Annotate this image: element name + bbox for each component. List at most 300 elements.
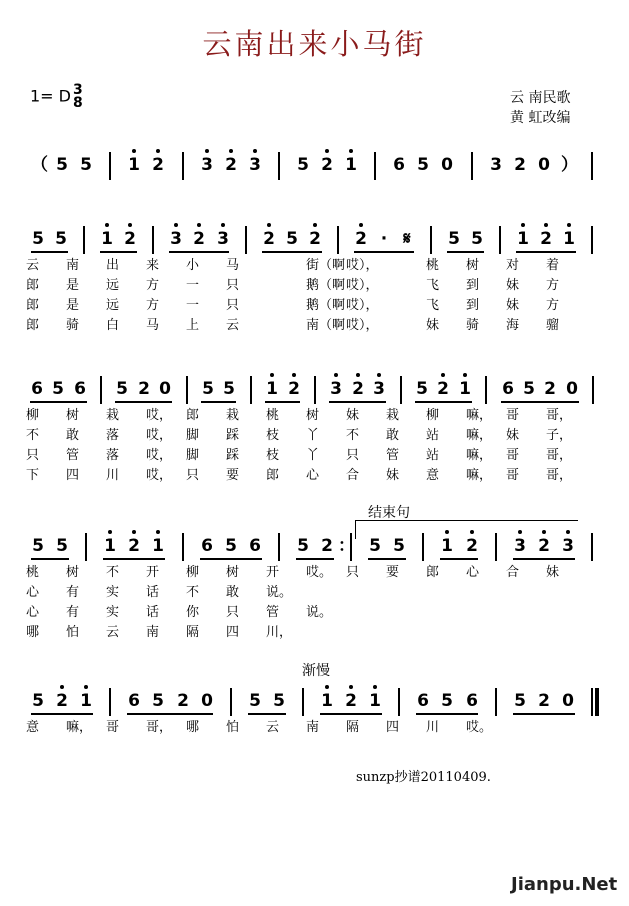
note: 1 <box>368 688 382 714</box>
lyric-syllable: 合 <box>346 468 360 483</box>
lyric-syllable: 上 <box>186 318 200 333</box>
notes-row <box>26 226 604 256</box>
note: 5 <box>273 691 285 711</box>
bar-line <box>495 688 497 716</box>
lyric-syllable: 只 <box>226 605 240 620</box>
beam-underline <box>329 401 386 403</box>
note: 2 <box>138 379 150 399</box>
lyric-syllable: 树 <box>66 408 80 423</box>
lyric-syllable: 骝 <box>546 318 560 333</box>
bar-line <box>109 152 111 180</box>
beam-underline <box>354 251 414 253</box>
beam-underline <box>516 251 576 253</box>
beam-underline <box>513 558 575 560</box>
note: 2 <box>538 691 550 711</box>
notes-row <box>26 688 604 718</box>
octave-dot <box>349 685 353 689</box>
lyric-syllable: 桃 <box>266 408 280 423</box>
lyric-syllable: 妹 <box>506 278 520 293</box>
lyric-syllable: 着 <box>546 258 560 273</box>
note: 1 <box>79 688 93 714</box>
octave-dot <box>356 373 360 377</box>
lyric-syllable: 脚 <box>186 448 200 463</box>
lyric-syllable: 嘛， <box>466 448 493 463</box>
note: 5 <box>223 379 235 399</box>
note: 1 <box>516 226 530 252</box>
note: 6 <box>31 379 43 399</box>
bar-line <box>302 688 304 716</box>
lyric-syllable: 远 <box>106 278 120 293</box>
lyric-syllable: 南 <box>66 258 80 273</box>
lyric-syllable: 郎 <box>266 468 280 483</box>
lyric-syllable: 管 <box>386 448 400 463</box>
lyric-syllable: 树 <box>306 408 320 423</box>
octave-dot <box>441 373 445 377</box>
note: 2 <box>465 533 479 559</box>
bar-line <box>495 533 497 561</box>
lyric-syllable: 妹 <box>346 408 360 423</box>
score-line <box>26 376 604 486</box>
tempo-marking: 渐慢 <box>302 663 330 679</box>
lyric-syllable: 骑 <box>66 318 80 333</box>
lyric-syllable: 云 <box>26 258 40 273</box>
lyric-verse <box>26 583 604 603</box>
note: 5 <box>116 379 128 399</box>
lyric-syllable: 踩 <box>226 448 240 463</box>
lyric-syllable: 川 <box>426 720 440 735</box>
note: 5 <box>297 155 309 175</box>
note: 2 <box>262 226 276 252</box>
lyric-syllable: 怕 <box>226 720 240 735</box>
time-denominator: 8 <box>73 95 83 111</box>
note: 2 <box>539 226 553 252</box>
lyric-syllable: 妹 <box>426 318 440 333</box>
note: 3 <box>490 155 502 175</box>
lyric-syllable: 郎 <box>426 565 440 580</box>
lyric-syllable: 马 <box>226 258 240 273</box>
octave-dot <box>470 530 474 534</box>
lyric-syllable: 枝 <box>266 448 280 463</box>
bar-line <box>230 688 232 716</box>
note: 6 <box>128 691 140 711</box>
source-arranger: 黄 虹改编 <box>510 110 571 126</box>
lyric-syllable: 云 <box>106 625 120 640</box>
bar-line <box>186 376 188 404</box>
note: 6 <box>466 691 478 711</box>
bar-line <box>591 226 593 254</box>
beam-underline <box>31 558 69 560</box>
lyric-syllable: 白 <box>106 318 120 333</box>
beam-underline <box>115 401 172 403</box>
note: 1 <box>320 688 334 714</box>
lyric-syllable: 开 <box>266 565 280 580</box>
note: 5 <box>152 691 164 711</box>
note: 2 <box>308 226 322 252</box>
lyric-syllable: 四 <box>66 468 80 483</box>
lyric-syllable: 敢 <box>386 428 400 443</box>
beam-underline <box>262 251 322 253</box>
note: 1 <box>440 533 454 559</box>
beam-underline <box>296 558 334 560</box>
lyric-syllable: 到 <box>466 278 480 293</box>
lyric-syllable: 要 <box>226 468 240 483</box>
time-signature <box>73 84 83 110</box>
note: 5 <box>448 229 460 249</box>
lyric-syllable: 鹅（啊 <box>306 278 346 293</box>
octave-dot <box>105 223 109 227</box>
octave-dot <box>84 685 88 689</box>
lyric-syllable: 海 <box>506 318 520 333</box>
lyric-syllable: 有 <box>66 605 80 620</box>
lyric-syllable: 柳 <box>26 408 40 423</box>
lyric-syllable: 是 <box>66 278 80 293</box>
bar-line <box>278 533 280 561</box>
lyric-syllable: 妹 <box>506 428 520 443</box>
lyric-syllable: 枝 <box>266 428 280 443</box>
transcriber-credit: sunzp抄谱20110409. <box>356 770 491 785</box>
octave-dot <box>174 223 178 227</box>
lyric-syllable: 话 <box>146 585 160 600</box>
lyric-syllable: 哎）， <box>346 278 379 293</box>
note: 𝄋 <box>403 229 411 249</box>
note: 2 <box>192 226 206 252</box>
lyric-syllable: 站 <box>426 428 440 443</box>
bar-line <box>250 376 252 404</box>
bar-line <box>182 533 184 561</box>
lyric-syllable: 来 <box>146 258 160 273</box>
octave-dot <box>373 685 377 689</box>
lyric-syllable: 四 <box>386 720 400 735</box>
bar-line <box>499 226 501 254</box>
beam-underline <box>440 558 478 560</box>
note: 5 <box>514 691 526 711</box>
note: 3 <box>329 376 343 402</box>
note: 2 <box>127 533 141 559</box>
note: · <box>380 229 388 249</box>
bar-line <box>595 688 599 716</box>
lyric-syllable: 妹 <box>546 565 560 580</box>
lyric-syllable: 哎， <box>146 468 173 483</box>
lyric-syllable: 方 <box>146 278 160 293</box>
note: （ <box>31 155 48 175</box>
lyric-verse <box>26 276 604 296</box>
lyric-syllable: 嘛， <box>466 408 493 423</box>
note: 2 <box>351 376 365 402</box>
notes-row <box>26 533 604 563</box>
note: ） <box>561 155 578 175</box>
lyric-syllable: 郎 <box>26 298 40 313</box>
note: 5 <box>32 229 44 249</box>
beam-underline <box>368 558 406 560</box>
note: 1 <box>458 376 472 402</box>
note: 5 <box>56 155 68 175</box>
bar-line <box>374 152 376 180</box>
octave-dot <box>128 223 132 227</box>
octave-dot <box>445 530 449 534</box>
lyric-syllable: 哎， <box>146 408 173 423</box>
octave-dot <box>334 373 338 377</box>
note: 5 <box>393 536 405 556</box>
bar-line <box>182 152 184 180</box>
bar-line <box>337 226 339 254</box>
lyric-syllable: 四 <box>226 625 240 640</box>
octave-dot <box>292 373 296 377</box>
beam-underline <box>447 251 484 253</box>
lyric-syllable: 云 <box>266 720 280 735</box>
octave-dot <box>205 149 209 153</box>
note: 2 <box>537 533 551 559</box>
lyric-syllable: 树 <box>66 565 80 580</box>
note: 3 <box>561 533 575 559</box>
lyric-syllable: 敢 <box>226 585 240 600</box>
bar-line <box>591 688 593 716</box>
note: 6 <box>393 155 405 175</box>
lyric-syllable: 只 <box>186 468 200 483</box>
lyric-syllable: 哥， <box>546 448 573 463</box>
note: 0 <box>201 691 213 711</box>
bar-line <box>422 533 424 561</box>
lyric-syllable: 栽 <box>106 408 120 423</box>
notes-row <box>26 152 604 182</box>
beam-underline <box>501 401 579 403</box>
lyric-verse <box>26 446 604 466</box>
lyric-syllable: 不 <box>106 565 120 580</box>
note: 5 <box>417 155 429 175</box>
lyric-syllable: 意 <box>26 720 40 735</box>
beam-underline <box>30 401 87 403</box>
note: 6 <box>201 536 213 556</box>
octave-dot <box>270 373 274 377</box>
note: 3 <box>216 226 230 252</box>
lyric-syllable: 丫 <box>306 448 320 463</box>
time-numerator: 3 <box>73 82 83 98</box>
note: 1 <box>562 226 576 252</box>
lyric-syllable: 落 <box>106 448 120 463</box>
beam-underline <box>103 558 165 560</box>
beam-underline <box>169 251 229 253</box>
lyric-verse <box>26 466 604 486</box>
bar-line <box>109 688 111 716</box>
lyric-syllable: 有 <box>66 585 80 600</box>
note: 6 <box>417 691 429 711</box>
bar-line <box>591 533 593 561</box>
octave-dot <box>156 149 160 153</box>
octave-dot <box>108 530 112 534</box>
lyric-syllable: 丫 <box>306 428 320 443</box>
lyric-syllable: 一 <box>186 298 200 313</box>
lyric-syllable: 隔 <box>186 625 200 640</box>
lyric-syllable: 子， <box>546 428 573 443</box>
notes-row <box>26 376 604 406</box>
lyric-verse <box>26 296 604 316</box>
note: 5 <box>416 379 428 399</box>
octave-dot <box>325 685 329 689</box>
lyric-syllable: 你 <box>186 605 200 620</box>
note: 1 <box>103 533 117 559</box>
beam-underline <box>415 401 472 403</box>
lyric-syllable: 栽 <box>226 408 240 423</box>
lyric-verse <box>26 316 604 336</box>
lyric-syllable: 心 <box>26 605 40 620</box>
bar-line <box>245 226 247 254</box>
octave-dot <box>253 149 257 153</box>
lyric-syllable: 桃 <box>426 258 440 273</box>
note: 5 <box>202 379 214 399</box>
lyric-syllable: 远 <box>106 298 120 313</box>
note: 0 <box>159 379 171 399</box>
bar-line <box>314 376 316 404</box>
beam-underline <box>416 713 478 715</box>
lyric-syllable: 南（啊 <box>306 318 346 333</box>
lyric-syllable: 不 <box>26 428 40 443</box>
lyric-syllable: 马 <box>146 318 160 333</box>
lyric-syllable: 哥， <box>146 720 173 735</box>
bar-line <box>591 152 593 180</box>
lyric-syllable: 街（啊 <box>306 258 346 273</box>
lyric-syllable: 树 <box>466 258 480 273</box>
lyric-syllable: 桃 <box>26 565 40 580</box>
beam-underline <box>200 558 262 560</box>
lyric-syllable: 意 <box>426 468 440 483</box>
note: 2 <box>354 226 368 252</box>
beam-underline <box>201 401 236 403</box>
lyric-syllable: 出 <box>106 258 120 273</box>
score-line <box>26 152 604 182</box>
bar-line <box>398 688 400 716</box>
octave-dot <box>518 530 522 534</box>
note: 2 <box>544 379 556 399</box>
note: 2 <box>177 691 189 711</box>
lyric-syllable: 嘛， <box>466 468 493 483</box>
lyric-syllable: 哥 <box>506 448 520 463</box>
lyric-syllable: 管 <box>266 605 280 620</box>
bar-line <box>471 152 473 180</box>
lyric-syllable: 站 <box>426 448 440 463</box>
octave-dot <box>349 149 353 153</box>
bar-line <box>485 376 487 404</box>
lyric-syllable: 柳 <box>186 565 200 580</box>
lyric-syllable: 哎）， <box>346 298 379 313</box>
note: 1 <box>151 533 165 559</box>
octave-dot <box>463 373 467 377</box>
lyric-syllable: 云 <box>226 318 240 333</box>
lyric-syllable: 是 <box>66 298 80 313</box>
key-label: 1= D <box>30 86 71 106</box>
lyric-syllable: 心 <box>466 565 480 580</box>
lyric-syllable: 下 <box>26 468 40 483</box>
lyric-syllable: 妹 <box>386 468 400 483</box>
lyric-syllable: 话 <box>146 605 160 620</box>
lyric-syllable: 要 <box>386 565 400 580</box>
lyric-syllable: 方 <box>146 298 160 313</box>
bar-line <box>400 376 402 404</box>
octave-dot <box>60 685 64 689</box>
note: 2 <box>320 152 334 178</box>
octave-dot <box>566 530 570 534</box>
octave-dot <box>197 223 201 227</box>
note: 5 <box>56 536 68 556</box>
octave-dot <box>567 223 571 227</box>
beam-underline <box>127 713 213 715</box>
lyric-syllable: 川 <box>106 468 120 483</box>
lyric-syllable: 哥 <box>506 408 520 423</box>
lyric-syllable: 飞 <box>426 278 440 293</box>
note: 5 <box>249 691 261 711</box>
note: 3 <box>200 152 214 178</box>
lyric-syllable: 树 <box>226 565 240 580</box>
note: 5 <box>225 536 237 556</box>
lyric-syllable: 小 <box>186 258 200 273</box>
song-title: 云南出来小马街 <box>202 27 427 61</box>
lyric-syllable: 脚 <box>186 428 200 443</box>
lyric-syllable: 只 <box>26 448 40 463</box>
note: 1 <box>265 376 279 402</box>
note: 3 <box>169 226 183 252</box>
note: 0 <box>441 155 453 175</box>
lyric-syllable: 栽 <box>386 408 400 423</box>
lyric-syllable: 哪 <box>186 720 200 735</box>
lyric-syllable: 只 <box>346 565 360 580</box>
site-watermark: Jianpu.Net <box>511 874 618 895</box>
lyric-syllable: 南 <box>306 720 320 735</box>
note: 5 <box>286 229 298 249</box>
octave-dot <box>313 223 317 227</box>
lyric-verse <box>26 406 604 426</box>
note: 5 <box>55 229 67 249</box>
note: 5 <box>441 691 453 711</box>
lyric-syllable: 哎， <box>146 448 173 463</box>
lyric-syllable: 合 <box>506 565 520 580</box>
note: 2 <box>123 226 137 252</box>
octave-dot <box>359 223 363 227</box>
beam-underline <box>248 713 286 715</box>
lyric-syllable: 不 <box>346 428 360 443</box>
lyric-syllable: 哎。 <box>466 720 493 735</box>
octave-dot <box>542 530 546 534</box>
lyric-syllable: 妹 <box>506 298 520 313</box>
lyric-syllable: 嘛， <box>66 720 93 735</box>
lyric-syllable: 哥， <box>546 408 573 423</box>
note: 5 <box>52 379 64 399</box>
octave-dot <box>267 223 271 227</box>
lyric-syllable: 开 <box>146 565 160 580</box>
lyric-syllable: 心 <box>306 468 320 483</box>
lyric-syllable: 哥 <box>106 720 120 735</box>
note: 2 <box>436 376 450 402</box>
lyric-syllable: 到 <box>466 298 480 313</box>
bar-line <box>100 376 102 404</box>
note: 2 <box>151 152 165 178</box>
beam-underline <box>31 713 93 715</box>
lyric-syllable: 说。 <box>266 585 293 600</box>
note: 1 <box>100 226 114 252</box>
lyric-syllable: 只 <box>226 278 240 293</box>
note: 2 <box>55 688 69 714</box>
lyric-syllable: 敢 <box>66 428 80 443</box>
lyric-syllable: 说。 <box>306 605 333 620</box>
lyric-verse <box>26 718 604 738</box>
beam-underline <box>265 401 300 403</box>
key-signature <box>30 84 83 110</box>
lyric-syllable: 心 <box>26 585 40 600</box>
song-source <box>510 88 570 128</box>
lyric-verse <box>26 426 604 446</box>
note: 2 <box>344 688 358 714</box>
octave-dot <box>221 223 225 227</box>
lyric-syllable: 落 <box>106 428 120 443</box>
bar-line <box>85 533 87 561</box>
lyric-syllable: 飞 <box>426 298 440 313</box>
